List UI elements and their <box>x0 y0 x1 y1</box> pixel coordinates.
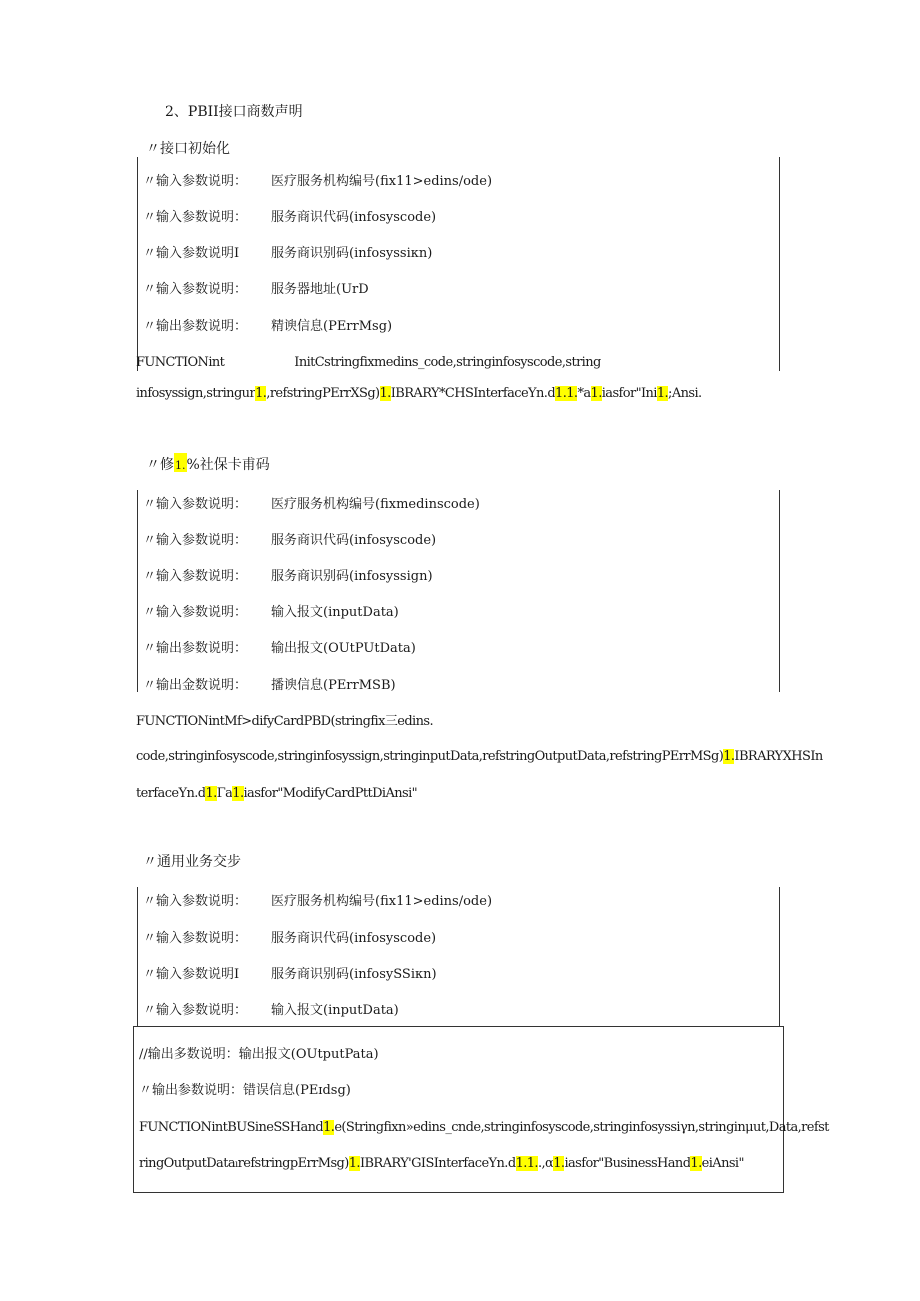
table-right-border <box>779 490 780 692</box>
func-text: infosyssign,stringur <box>136 386 256 401</box>
section-title-modify: 〃修1.%社保卡甫码 <box>146 453 270 474</box>
highlight-mark: 1. <box>232 786 244 801</box>
param-value: 服务器地址(UrD <box>271 282 369 297</box>
func-text: terfaceYn.d <box>136 786 206 801</box>
param-value: 服务商识别码(infosyssign) <box>271 569 433 584</box>
section-title-business: 〃通用业务交步 <box>143 854 241 870</box>
func-text: iasfor"ModifyCardPttDiAnsi" <box>243 786 418 801</box>
param-label: 〃输入参数说明I <box>143 967 240 982</box>
param-value: 服务商识代码(infosyscode) <box>271 931 437 946</box>
func-text: ringOutputData <box>139 1156 235 1171</box>
param-value: 播谀信息(PErrMSB) <box>271 678 396 693</box>
highlight-mark: 1.1. <box>555 386 578 401</box>
param-label: 〃输入参数说明： <box>143 569 248 584</box>
func-text: *a <box>577 386 591 401</box>
param-label: 〃输入参数说明： <box>143 174 248 189</box>
function-signature-line <box>136 786 417 801</box>
param-label: 〃输入参数说明： <box>143 1003 248 1018</box>
highlight-mark: 1. <box>379 386 391 401</box>
param-value: 医疗服务机构编号(fix11>edins∕ode) <box>271 894 493 909</box>
highlight-mark: 1. <box>590 386 602 401</box>
param-value: 输入报文(inputData) <box>271 1003 399 1018</box>
highlight-mark: 1. <box>553 1156 565 1171</box>
func-text: InitCstringfixmedins_code,stringinfosyscode,string <box>294 355 601 370</box>
func-text: .,α <box>537 1156 554 1171</box>
param-value: 服务商识别码(infosyssiкn) <box>271 246 433 261</box>
param-value: 服务商识代码(infosyscode) <box>271 533 437 548</box>
highlight-mark: 1. <box>174 453 187 472</box>
function-signature-line: FUNCTIONintMf>difyCardPBD(stringfix三edins. <box>136 714 433 729</box>
func-text: IBRARY*CHSInterfaceYn.d <box>390 386 556 401</box>
func-text: e(Stringfixn»edins_cnde,stringinfosyscode,stringinfosyssiγn,stringinμut,Data,refst <box>334 1120 829 1135</box>
highlight-mark: 1. <box>690 1156 702 1171</box>
param-value: 服务商识别码(infosySSiкn) <box>271 967 437 982</box>
func-text: ;Ansi. <box>668 386 702 401</box>
highlight-mark: 1. <box>348 1156 360 1171</box>
param-value: 精谀信息(PErrMsg) <box>271 319 393 334</box>
table-left-border <box>137 157 138 371</box>
highlight-mark: 1. <box>723 749 735 764</box>
table-right-border <box>779 157 780 371</box>
param-value: 输入报文(inputData) <box>271 605 399 620</box>
function-signature-line: ringOutputDataırefstringpErrMsg)1.IBRARY'GISInterfaceYn.d1.1..,α1.iasfor"BusinessHand1.eiAnsi" <box>139 1156 744 1171</box>
param-label: 〃输出金数说明： <box>143 678 248 693</box>
section-title-init: 〃接口初始化 <box>146 141 230 157</box>
param-label: 〃输入参数说明： <box>143 605 248 620</box>
func-text: IBRARYXHSIn <box>734 749 823 764</box>
param-label: 〃输入参数说明： <box>143 497 248 512</box>
highlight-mark: 1. <box>205 786 217 801</box>
highlight-mark: 1. <box>656 386 669 401</box>
param-label: 〃输入参数说明I <box>143 246 240 261</box>
func-text: ,refstringPErrXSg) <box>266 386 380 401</box>
box-line: 〃输出参数说明：错误信息(PEɪdsg) <box>139 1083 351 1098</box>
param-value: 医疗服务机构编号(fixmedinscode) <box>271 497 480 512</box>
function-signature-line <box>136 749 823 764</box>
param-label: 〃输入参数说明： <box>143 210 248 225</box>
highlight-mark: 1. <box>323 1120 335 1135</box>
table-left-border <box>137 887 138 1027</box>
table-right-border <box>779 887 780 1027</box>
function-signature-line <box>136 355 601 370</box>
param-value: 输出报文(OUtPUtData) <box>271 641 416 656</box>
func-text: refstringpErrMsg) <box>237 1156 349 1171</box>
section-heading: 2、PBII接口商数声明 <box>165 104 303 120</box>
func-keyword: FUNCTIONint <box>136 355 225 370</box>
param-label: 〃输入参数说明： <box>143 931 248 946</box>
highlight-mark: 1. <box>255 386 267 401</box>
param-label: 〃输出参数说明： <box>143 319 248 334</box>
param-label: 〃输入参数说明： <box>143 533 248 548</box>
param-label: 〃输入参数说明： <box>143 894 248 909</box>
func-text: iasfor"BusinessHand <box>564 1156 691 1171</box>
table-left-border <box>137 490 138 692</box>
param-value: 医疗服务机构编号(fix11>edins∕ode) <box>271 174 493 189</box>
function-signature-line <box>136 386 702 401</box>
box-line: //输出多数说明：输出报文(OUtputPata) <box>139 1047 379 1062</box>
func-text: FUNCTIONintBUSineSSHand <box>139 1120 324 1135</box>
highlight-mark: 1.1. <box>515 1156 538 1171</box>
function-signature-line <box>139 1120 829 1135</box>
param-value: 服务商识代码(infosyscode) <box>271 210 437 225</box>
func-text: Γa <box>216 786 233 801</box>
func-text: iasfor"Ini <box>601 386 657 401</box>
param-label: 〃输入参数说明： <box>143 282 248 297</box>
func-text: code,stringinfosyscode,stringinfosyssign,stringinputData,refstringOutputData,refstringPErrMSg) <box>136 749 724 764</box>
func-text: IBRARY'GISInterfaceYn.d <box>359 1156 516 1171</box>
func-text: eiAnsi" <box>701 1156 744 1171</box>
param-label: 〃输出参数说明： <box>143 641 248 656</box>
